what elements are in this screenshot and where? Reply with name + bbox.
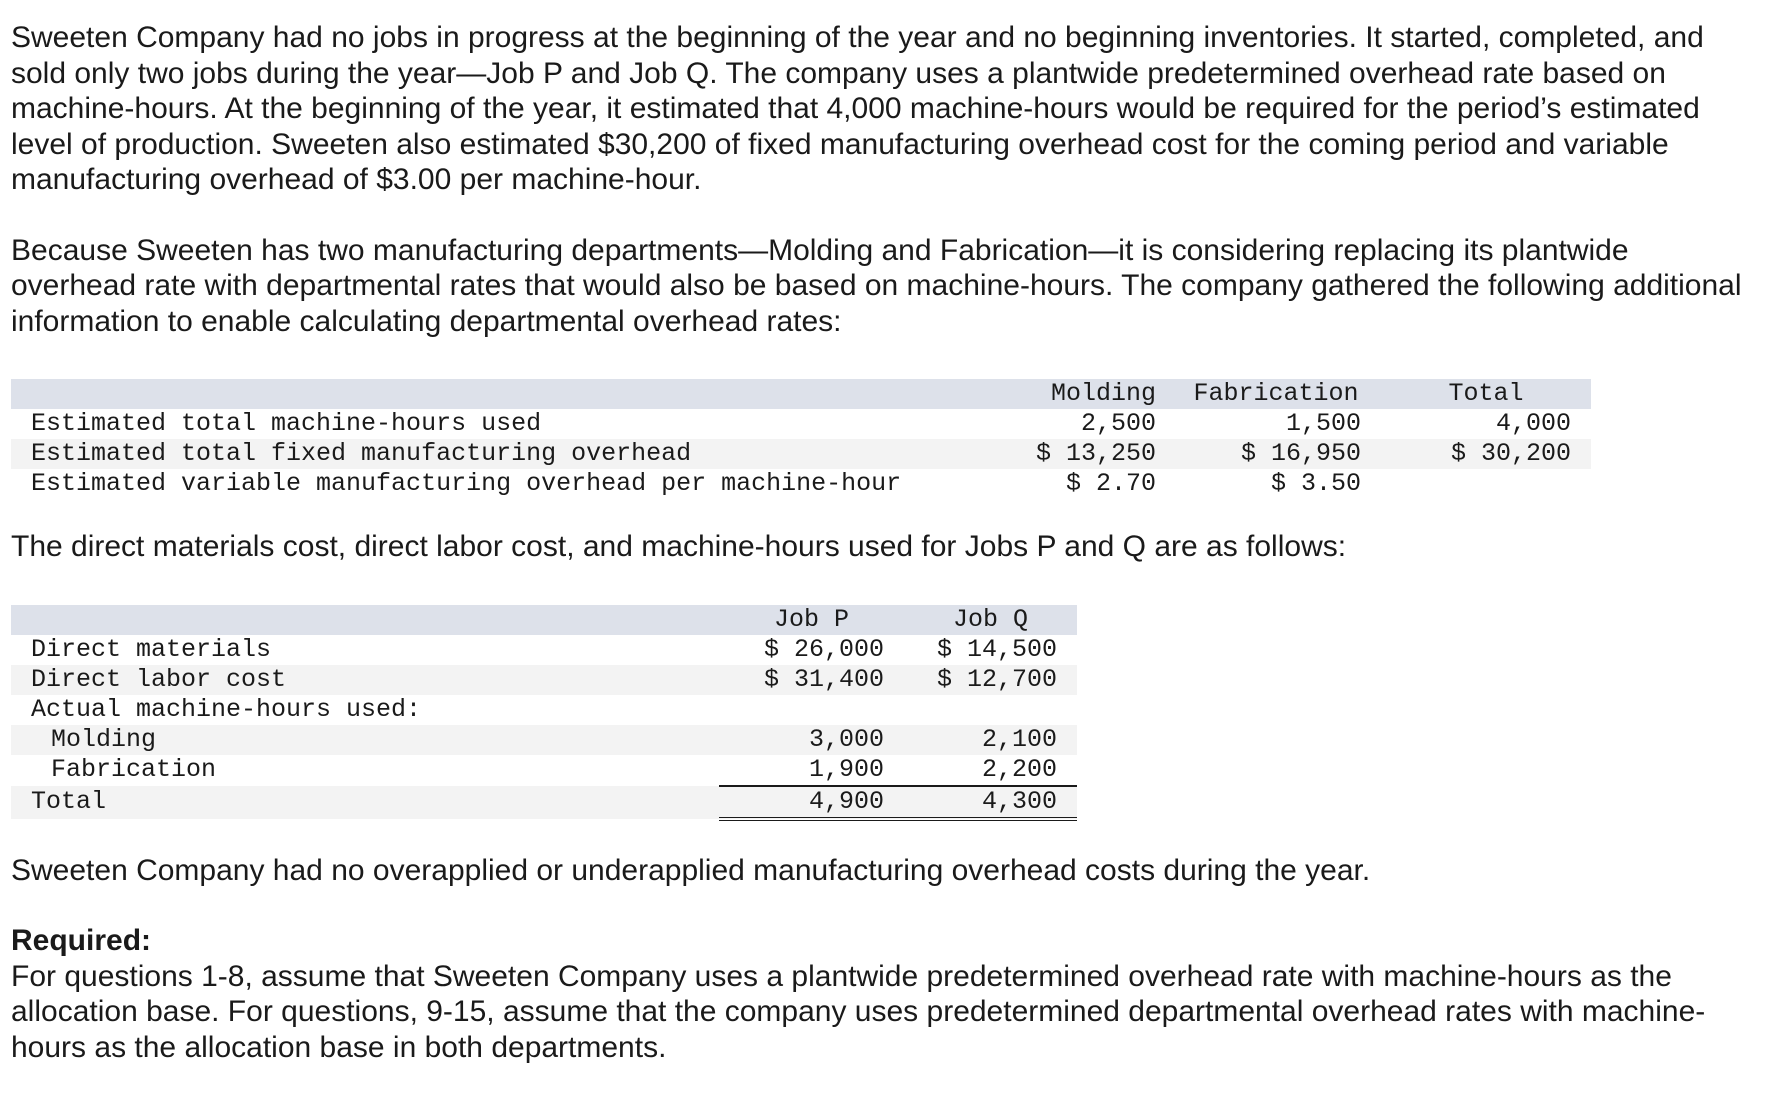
cell-molding: $ 2.70 — [1065, 469, 1156, 498]
header-blank — [11, 379, 1006, 409]
row-label: Total — [11, 786, 719, 819]
cell-job-p: $ 31,400 — [719, 665, 894, 695]
table-row — [11, 725, 1077, 755]
cell-job-p — [719, 695, 894, 725]
row-label: Molding — [11, 725, 719, 755]
jobs-cost-table — [11, 605, 1077, 821]
cell-job-q — [894, 695, 1077, 725]
row-label: Estimated variable manufacturing overhead per machine-hour — [31, 469, 902, 498]
problem-document — [11, 20, 1751, 1065]
cell-fabrication: $ 3.50 — [1270, 469, 1361, 498]
row-label: Direct labor cost — [11, 665, 719, 695]
cell-job-q: 2,200 — [894, 755, 1077, 786]
cell-molding: 2,500 — [1080, 409, 1156, 438]
required-label: Required: — [11, 924, 152, 957]
cell-molding: $ 13,250 — [1006, 439, 1166, 469]
overapplied-paragraph: Sweeten Company had no overapplied or underapplied manufacturing overhead costs during the year. — [11, 853, 1371, 887]
row-label: Estimated total machine-hours used — [31, 409, 542, 438]
cell-total: 4,000 — [1495, 409, 1571, 438]
cell-fabrication: 1,500 — [1285, 409, 1361, 438]
table-row — [11, 695, 1077, 725]
cell-job-p: 1,900 — [719, 755, 894, 786]
table-row — [11, 439, 1591, 469]
cell-total: $ 30,200 — [1371, 439, 1591, 469]
cell-job-p: 4,900 — [719, 786, 894, 819]
cell-fabrication: $ 16,950 — [1166, 439, 1371, 469]
table-row — [11, 635, 1077, 665]
department-overhead-table — [11, 379, 1591, 499]
header-total: Total — [1371, 379, 1591, 409]
intro-paragraph-1: Sweeten Company had no jobs in progress at the beginning of the year and no beginning inventories. It started, completed, and sold only two jobs during the year—Job P and Job Q. The company uses a plantwide predetermined overhead rate based on machine-hours. At the beginning of the year, it estimated that 4,000 machine-hours would be required for the period’s estimated level of production. Sweeten also estimated $30,200 of fixed manufacturing overhead cost for the coming period and variable manufacturing overhead of $3.00 per machine-hour. — [11, 21, 1704, 196]
cell-total — [1371, 469, 1591, 499]
row-label: Actual machine-hours used: — [31, 694, 422, 724]
intro-paragraph-2: Because Sweeten has two manufacturing departments—Molding and Fabrication—it is considering replacing its plantwide overhead rate with departmental rates that would also be based on machine-hours. The company gathered the following additional information to enable calculating departmental overhead rates: — [11, 233, 1742, 338]
cell-job-p: $ 26,000 — [763, 634, 884, 664]
header-fabrication: Fabrication — [1166, 379, 1371, 409]
header-blank — [11, 605, 719, 635]
table-row — [11, 409, 1591, 439]
row-label: Estimated total fixed manufacturing overhead — [11, 439, 1006, 469]
table-row — [11, 786, 1077, 819]
row-label: Fabrication — [51, 755, 217, 784]
table-row — [11, 755, 1077, 786]
jobs-intro-paragraph: The direct materials cost, direct labor cost, and machine-hours used for Jobs P and Q are as follows: — [11, 530, 1347, 563]
header-molding: Molding — [1006, 379, 1166, 409]
table-row — [11, 469, 1591, 499]
cell-job-p: 3,000 — [719, 725, 894, 755]
cell-job-q: $ 12,700 — [894, 665, 1077, 695]
cell-job-q: $ 14,500 — [936, 634, 1057, 664]
required-section — [11, 923, 1751, 1065]
cell-job-q: 4,300 — [894, 786, 1077, 819]
cell-job-q: 2,100 — [894, 725, 1077, 755]
header-job-q: Job Q — [894, 605, 1077, 635]
table-header-row — [11, 605, 1077, 635]
table-row — [11, 665, 1077, 695]
header-job-p: Job P — [719, 605, 894, 635]
row-label: Direct materials — [31, 634, 272, 664]
required-text: For questions 1-8, assume that Sweeten Company uses a plantwide predetermined overhead rate with machine-hours as the allocation base. For questions, 9-15, assume that the company uses predetermined departmental overhead rates with machine-hours as the allocation base in both departments. — [11, 959, 1706, 1064]
table-header-row — [11, 379, 1591, 409]
